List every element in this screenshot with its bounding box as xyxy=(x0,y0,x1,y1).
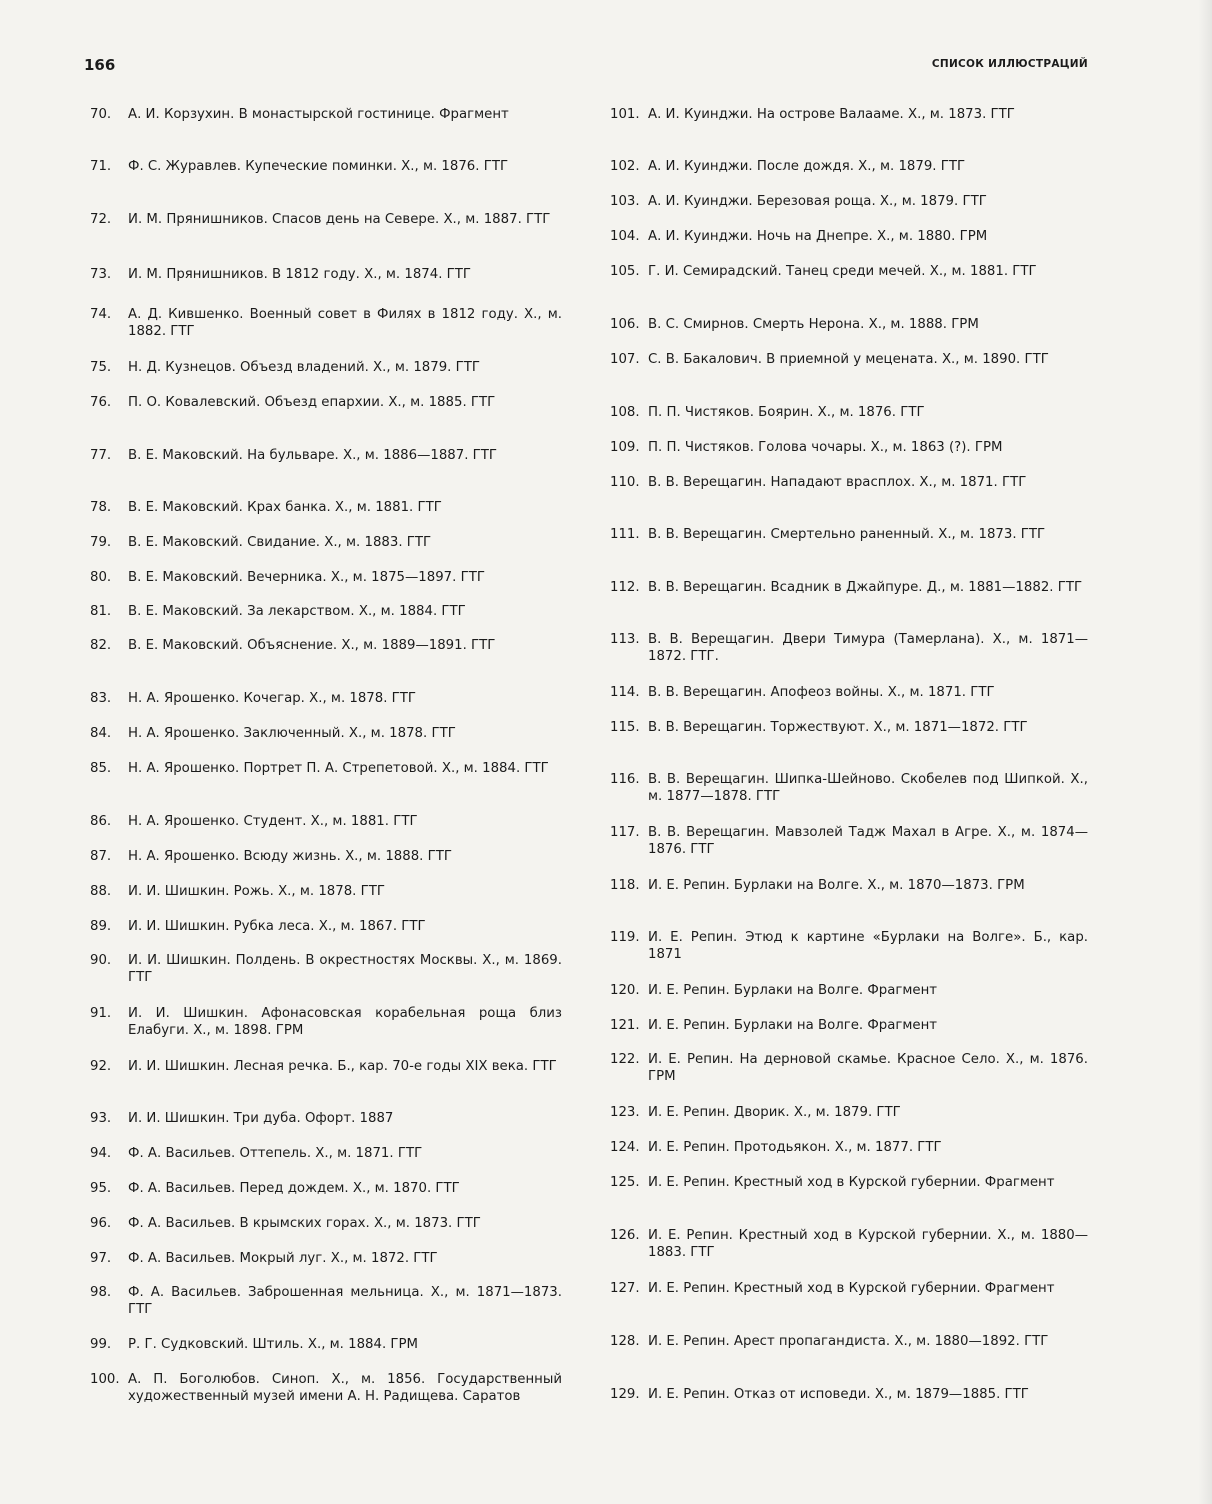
entry-text: А. И. Куинджи. На острове Валааме. Х., м. 1873. ГТГ xyxy=(648,107,1015,122)
entry-text: В. Е. Маковский. Крах банка. Х., м. 1881. ГТГ xyxy=(128,500,442,515)
entry-number: 89. xyxy=(90,919,112,934)
illustration-entry xyxy=(610,1104,1088,1121)
entry-number: 123. xyxy=(610,1105,640,1120)
entry-number: 81. xyxy=(90,604,112,619)
illustration-entry xyxy=(610,1333,1088,1350)
entry-number: 85. xyxy=(90,761,112,776)
entry-text: А. Д. Кившенко. Военный совет в Филях в 1812 году. Х., м. 1882. ГТГ xyxy=(128,307,562,339)
entry-number: 114. xyxy=(610,685,640,700)
entry-text: И. Е. Репин. Крестный ход в Курской губернии. Х., м. 1880—1883. ГТГ xyxy=(648,1228,1088,1260)
illustration-entry xyxy=(90,1058,562,1075)
entry-number: 112. xyxy=(610,580,640,595)
page-number: 166 xyxy=(84,56,116,74)
entry-text: И. Е. Репин. Арест пропагандиста. Х., м. 1880—1892. ГТГ xyxy=(648,1334,1049,1349)
entry-number: 90. xyxy=(90,953,112,968)
entry-number: 83. xyxy=(90,691,112,706)
illustration-entry xyxy=(610,684,1088,701)
entry-number: 124. xyxy=(610,1140,640,1155)
entry-text: И. И. Шишкин. Лесная речка. Б., кар. 70-е годы XIX века. ГТГ xyxy=(128,1059,557,1074)
entry-number: 70. xyxy=(90,107,112,122)
entry-text: В. Е. Маковский. На бульваре. Х., м. 1886—1887. ГТГ xyxy=(128,448,498,463)
entry-text: Ф. А. Васильев. Оттепель. Х., м. 1871. ГТГ xyxy=(128,1146,423,1161)
illustration-entry xyxy=(610,1174,1088,1191)
illustration-entry xyxy=(90,1145,562,1162)
entry-text: И. Е. Репин. Крестный ход в Курской губернии. Фрагмент xyxy=(648,1281,1055,1296)
entry-text: А. И. Куинджи. После дождя. Х., м. 1879. ГТГ xyxy=(648,159,966,174)
illustration-entry xyxy=(610,824,1088,858)
illustration-entry xyxy=(90,394,562,411)
entry-number: 87. xyxy=(90,849,112,864)
illustration-entry xyxy=(610,1017,1088,1034)
entry-text: Ф. С. Журавлев. Купеческие поминки. Х., м. 1876. ГТГ xyxy=(128,159,509,174)
illustration-entry xyxy=(610,404,1088,421)
illustration-entry xyxy=(90,158,562,175)
entry-number: 116. xyxy=(610,772,640,787)
entry-number: 127. xyxy=(610,1281,640,1296)
illustration-entry xyxy=(610,982,1088,999)
entry-text: А. И. Куинджи. Березовая роща. Х., м. 1879. ГТГ xyxy=(648,194,987,209)
illustration-entry xyxy=(90,106,562,123)
entry-number: 128. xyxy=(610,1334,640,1349)
entry-text: Ф. А. Васильев. Заброшенная мельница. Х., м. 1871—1873. ГТГ xyxy=(128,1285,562,1317)
illustration-entry xyxy=(90,266,562,283)
illustration-entry xyxy=(90,534,562,551)
entry-text: В. В. Верещагин. Смертельно раненный. Х., м. 1873. ГТГ xyxy=(648,527,1046,542)
entry-number: 96. xyxy=(90,1216,112,1231)
entry-text: В. Е. Маковский. Вечерника. Х., м. 1875—1897. ГТГ xyxy=(128,570,485,585)
entry-number: 104. xyxy=(610,229,640,244)
illustration-entry xyxy=(90,725,562,742)
illustration-entry xyxy=(90,883,562,900)
entry-number: 101. xyxy=(610,107,640,122)
entry-number: 74. xyxy=(90,307,112,322)
illustration-entry xyxy=(90,760,562,777)
entry-text: И. И. Шишкин. Полдень. В окрестностях Москвы. Х., м. 1869. ГТГ xyxy=(128,953,562,985)
entry-text: Ф. А. Васильев. В крымских горах. Х., м. 1873. ГТГ xyxy=(128,1216,481,1231)
illustration-entry xyxy=(90,499,562,516)
illustration-entry xyxy=(90,359,562,376)
entry-number: 103. xyxy=(610,194,640,209)
entry-number: 118. xyxy=(610,878,640,893)
illustration-entry xyxy=(90,447,562,464)
entry-number: 100. xyxy=(90,1372,120,1387)
illustration-entry xyxy=(610,1386,1088,1403)
entry-number: 126. xyxy=(610,1228,640,1243)
entry-text: И. И. Шишкин. Три дуба. Офорт. 1887 xyxy=(128,1111,394,1126)
entry-number: 76. xyxy=(90,395,112,410)
entry-text: П. П. Чистяков. Боярин. Х., м. 1876. ГТГ xyxy=(648,405,925,420)
illustration-entry xyxy=(90,952,562,986)
illustration-entry xyxy=(610,771,1088,805)
entry-text: П. О. Ковалевский. Объезд епархии. Х., м. 1885. ГТГ xyxy=(128,395,496,410)
illustration-entry xyxy=(90,603,562,620)
illustration-entry xyxy=(90,211,562,228)
entry-number: 98. xyxy=(90,1285,112,1300)
entry-text: В. Е. Маковский. Объяснение. Х., м. 1889—1891. ГТГ xyxy=(128,638,496,653)
illustration-entry xyxy=(610,193,1088,210)
illustration-entry xyxy=(90,1180,562,1197)
entry-number: 108. xyxy=(610,405,640,420)
entry-number: 95. xyxy=(90,1181,112,1196)
entry-number: 99. xyxy=(90,1337,112,1352)
illustration-entry xyxy=(610,474,1088,491)
illustration-entry xyxy=(610,1280,1088,1297)
illustration-entry xyxy=(90,690,562,707)
entry-number: 73. xyxy=(90,267,112,282)
entry-text: И. И. Шишкин. Рубка леса. Х., м. 1867. ГТГ xyxy=(128,919,426,934)
illustration-entry xyxy=(610,1227,1088,1261)
illustration-entry xyxy=(610,526,1088,543)
illustration-entry xyxy=(610,877,1088,894)
illustration-entry xyxy=(610,631,1088,665)
entry-number: 88. xyxy=(90,884,112,899)
entry-number: 105. xyxy=(610,264,640,279)
entry-text: В. Е. Маковский. За лекарством. Х., м. 1884. ГТГ xyxy=(128,604,466,619)
entry-number: 93. xyxy=(90,1111,112,1126)
entry-text: А. П. Боголюбов. Синоп. Х., м. 1856. Государственный художественный музей имени А. Н. Радищева. Саратов xyxy=(128,1372,562,1404)
entry-text: В. В. Верещагин. Апофеоз войны. Х., м. 1871. ГТГ xyxy=(648,685,995,700)
entry-text: П. П. Чистяков. Голова чочары. Х., м. 1863 (?). ГРМ xyxy=(648,440,1003,455)
entry-number: 78. xyxy=(90,500,112,515)
entry-text: С. В. Бакалович. В приемной у мецената. Х., м. 1890. ГТГ xyxy=(648,352,1049,367)
entry-text: А. И. Куинджи. Ночь на Днепре. Х., м. 1880. ГРМ xyxy=(648,229,988,244)
illustration-entry xyxy=(610,1139,1088,1156)
entry-text: Н. А. Ярошенко. Студент. Х., м. 1881. ГТГ xyxy=(128,814,418,829)
entry-number: 120. xyxy=(610,983,640,998)
illustration-entry xyxy=(610,929,1088,963)
illustration-entry xyxy=(610,316,1088,333)
illustration-entry xyxy=(90,1250,562,1267)
entry-text: Н. А. Ярошенко. Портрет П. А. Стрепетовой. Х., м. 1884. ГТГ xyxy=(128,761,549,776)
entry-text: В. В. Верещагин. Всадник в Джайпуре. Д., м. 1881—1882. ГТГ xyxy=(648,580,1083,595)
entry-number: 86. xyxy=(90,814,112,829)
illustration-entry xyxy=(90,1005,562,1039)
entry-number: 125. xyxy=(610,1175,640,1190)
entry-number: 82. xyxy=(90,638,112,653)
entry-text: И. И. Шишкин. Рожь. Х., м. 1878. ГТГ xyxy=(128,884,385,899)
entry-text: И. Е. Репин. На дерновой скамье. Красное Село. Х., м. 1876. ГРМ xyxy=(648,1052,1088,1084)
entry-text: Н. А. Ярошенко. Кочегар. Х., м. 1878. ГТГ xyxy=(128,691,417,706)
entry-text: А. И. Корзухин. В монастырской гостинице. Фрагмент xyxy=(128,107,509,122)
illustration-entry xyxy=(610,1051,1088,1085)
entry-text: В. С. Смирнов. Смерть Нерона. Х., м. 1888. ГРМ xyxy=(648,317,979,332)
entry-text: В. В. Верещагин. Шипка-Шейново. Скобелев под Шипкой. Х., м. 1877—1878. ГТГ xyxy=(648,772,1088,804)
entry-number: 115. xyxy=(610,720,640,735)
illustration-entry xyxy=(90,637,562,654)
entry-text: И. Е. Репин. Бурлаки на Волге. Фрагмент xyxy=(648,1018,938,1033)
entry-text: В. В. Верещагин. Двери Тимура (Тамерлана). Х., м. 1871—1872. ГТГ. xyxy=(648,632,1088,664)
entry-number: 111. xyxy=(610,527,640,542)
illustration-entry xyxy=(90,813,562,830)
entry-text: Г. И. Семирадский. Танец среди мечей. Х., м. 1881. ГТГ xyxy=(648,264,1037,279)
entry-text: И. Е. Репин. Бурлаки на Волге. Х., м. 1870—1873. ГРМ xyxy=(648,878,1025,893)
entry-text: И. Е. Репин. Этюд к картине «Бурлаки на Волге». Б., кар. 1871 xyxy=(648,930,1088,962)
illustration-entry xyxy=(610,579,1088,596)
entry-number: 79. xyxy=(90,535,112,550)
illustration-entry xyxy=(90,1284,562,1318)
entry-text: В. В. Верещагин. Торжествуют. Х., м. 1871—1872. ГТГ xyxy=(648,720,1028,735)
entry-number: 75. xyxy=(90,360,112,375)
illustration-entry xyxy=(610,158,1088,175)
illustration-entry xyxy=(90,1215,562,1232)
entry-number: 84. xyxy=(90,726,112,741)
illustration-entry xyxy=(90,1371,562,1405)
illustration-entry xyxy=(90,1110,562,1127)
entry-text: И. Е. Репин. Бурлаки на Волге. Фрагмент xyxy=(648,983,938,998)
entry-number: 71. xyxy=(90,159,112,174)
entry-text: И. Е. Репин. Протодьякон. Х., м. 1877. ГТГ xyxy=(648,1140,942,1155)
entry-number: 94. xyxy=(90,1146,112,1161)
illustration-entry xyxy=(610,719,1088,736)
entry-text: И. М. Прянишников. В 1812 году. Х., м. 1874. ГТГ xyxy=(128,267,472,282)
illustration-entry xyxy=(610,351,1088,368)
illustration-entry xyxy=(610,228,1088,245)
entry-text: И. Е. Репин. Дворик. Х., м. 1879. ГТГ xyxy=(648,1105,901,1120)
running-head: СПИСОК ИЛЛЮСТРАЦИЙ xyxy=(931,58,1088,70)
entry-text: Ф. А. Васильев. Перед дождем. Х., м. 1870. ГТГ xyxy=(128,1181,460,1196)
illustration-entry xyxy=(90,306,562,340)
illustration-entry xyxy=(90,918,562,935)
entry-number: 117. xyxy=(610,825,640,840)
entry-number: 91. xyxy=(90,1006,112,1021)
entry-number: 102. xyxy=(610,159,640,174)
entry-text: И. Е. Репин. Отказ от исповеди. Х., м. 1879—1885. ГТГ xyxy=(648,1387,1029,1402)
entry-number: 80. xyxy=(90,570,112,585)
entry-text: Н. А. Ярошенко. Всюду жизнь. Х., м. 1888. ГТГ xyxy=(128,849,452,864)
entry-number: 119. xyxy=(610,930,640,945)
entry-text: Р. Г. Судковский. Штиль. Х., м. 1884. ГРМ xyxy=(128,1337,419,1352)
entry-number: 113. xyxy=(610,632,640,647)
entry-text: В. В. Верещагин. Мавзолей Тадж Махал в Агре. Х., м. 1874—1876. ГТГ xyxy=(648,825,1088,857)
entry-number: 97. xyxy=(90,1251,112,1266)
entry-number: 77. xyxy=(90,448,112,463)
entry-text: В. В. Верещагин. Нападают врасплох. Х., м. 1871. ГТГ xyxy=(648,475,1027,490)
illustration-entry xyxy=(90,1336,562,1353)
illustration-entry xyxy=(610,439,1088,456)
illustration-entry xyxy=(90,569,562,586)
illustration-entry xyxy=(610,263,1088,280)
entry-number: 109. xyxy=(610,440,640,455)
entry-number: 106. xyxy=(610,317,640,332)
entry-text: Н. Д. Кузнецов. Объезд владений. Х., м. 1879. ГТГ xyxy=(128,360,480,375)
entry-number: 110. xyxy=(610,475,640,490)
entry-text: И. Е. Репин. Крестный ход в Курской губернии. Фрагмент xyxy=(648,1175,1055,1190)
page-edge-shadow xyxy=(1198,0,1212,1504)
entry-text: И. И. Шишкин. Афонасовская корабельная роща близ Елабуги. Х., м. 1898. ГРМ xyxy=(128,1006,562,1038)
entry-number: 121. xyxy=(610,1018,640,1033)
entry-text: Н. А. Ярошенко. Заключенный. Х., м. 1878. ГТГ xyxy=(128,726,456,741)
entry-number: 107. xyxy=(610,352,640,367)
illustration-entry xyxy=(610,106,1088,123)
entry-number: 72. xyxy=(90,212,112,227)
entry-number: 129. xyxy=(610,1387,640,1402)
entry-text: И. М. Прянишников. Спасов день на Севере. Х., м. 1887. ГТГ xyxy=(128,212,551,227)
entry-number: 122. xyxy=(610,1052,640,1067)
illustration-entry xyxy=(90,848,562,865)
entry-text: Ф. А. Васильев. Мокрый луг. Х., м. 1872. ГТГ xyxy=(128,1251,438,1266)
entry-text: В. Е. Маковский. Свидание. Х., м. 1883. ГТГ xyxy=(128,535,432,550)
entry-number: 92. xyxy=(90,1059,112,1074)
